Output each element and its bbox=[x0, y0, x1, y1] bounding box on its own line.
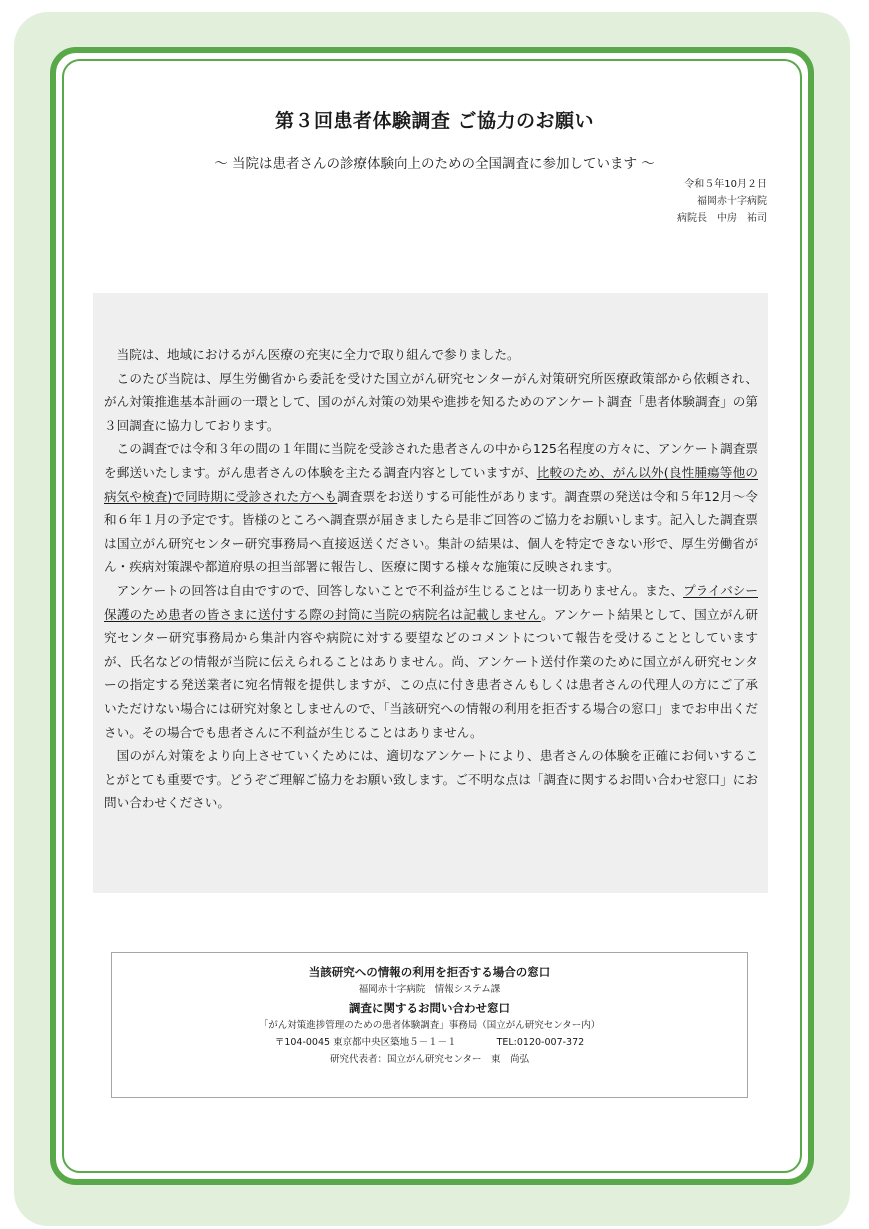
address-line bbox=[112, 1034, 747, 1052]
paragraph-3-underlined: 比較のため、がん以外(良性腫瘍等他の病気や検査)で同時期に受診された方へも bbox=[104, 464, 758, 504]
paragraph-3 bbox=[104, 437, 758, 579]
paragraph-3-part-b: 調査票をお送りする可能性があります。調査票の発送は令和５年12月～令和６年１月の予定です。皆様のところへ調査票が届きましたら是非ご回答のご協力をお願いします。記入した調査票は国立がん研究センター研究事務局へ直接返送ください。集計の結果は、個人を特定できない形で、厚生労働省がん・疾病対策課や都道府県の担当部署に報告し、医療に関する様々な施策に反映されます。 bbox=[104, 488, 758, 575]
refusal-window-heading: 当該研究への情報の利用を拒否する場合の窓口 bbox=[308, 965, 551, 979]
paragraph-3-part-a: この調査では令和３年の間の１年間に当院を受診された患者さんの中から125名程度の方々に、アンケート調査票を郵送いたします。がん患者さんの体験を主たる調査内容としていますが、 bbox=[104, 441, 758, 480]
body-text bbox=[104, 343, 758, 815]
inquiry-window-heading: 調査に関するお問い合わせ窓口 bbox=[349, 1001, 510, 1015]
contact-box bbox=[111, 952, 748, 1098]
postal-address: 〒104-0045 東京都中央区築地５－１－１ bbox=[274, 1037, 457, 1048]
paragraph-4 bbox=[104, 579, 758, 744]
paragraph-4-underlined: プライバシー保護のため患者の皆さまに送付する際の封筒に当院の病院名は記載しません bbox=[104, 582, 758, 622]
paragraph-4-part-b: 。アンケート結果として、国立がん研究センター研究事務局から集計内容や病院に対する要望などのコメントについて報告を受けることとしていますが、氏名などの情報が当院に伝えられることはありません。尚、アンケート送付作業のために国立がん研究センターの指定する発送業者に宛名情報を提供しますが、この点に付き患者さんもしくは患者さんの代理人の方にご了承いただけない場合には研究対象としませんので、「当該研究への情報の利用を拒否する場合の窓口」までお申出ください。その場合でも患者さんに不利益が生じることはありません。 bbox=[104, 606, 758, 740]
research-representative: 研究代表者：国立がん研究センター 東 尚弘 bbox=[329, 1054, 530, 1065]
inquiry-office: 「がん対策進捗管理のための患者体験調査」事務局（国立がん研究センター内） bbox=[258, 1020, 601, 1031]
issue-date: 令和５年10月２日 bbox=[684, 179, 767, 190]
director-name: 病院長 中房 祐司 bbox=[677, 213, 767, 224]
refusal-window-department: 福岡赤十字病院 情報システム課 bbox=[358, 984, 501, 995]
phone-number: TEL:0120-007-372 bbox=[496, 1037, 585, 1048]
paragraph-1: 当院は、地域におけるがん医療の充実に全力で取り組んで参りました。 bbox=[116, 347, 520, 362]
document-subtitle: ～ 当院は患者さんの診療体験向上のための全国調査に参加しています ～ bbox=[214, 156, 655, 172]
paragraph-2: このたび当院は、厚生労働省から委託を受けた国立がん研究センターがん対策研究所医療政策部から依頼され、がん対策推進基本計画の一環として、国のがん対策の効果や進捗を知るためのアンケート調査「患者体験調査」の第３回調査に協力しております。 bbox=[104, 370, 758, 433]
document-title: 第３回患者体験調査 ご協力のお願い bbox=[274, 110, 595, 132]
paragraph-5: 国のがん対策をより向上させていくためには、適切なアンケートにより、患者さんの体験を正確にお伺いすることがとても重要です。どうぞご理解ご協力をお願い致します。ご不明な点は「調査に関するお問い合わせ窓口」にお問い合わせください。 bbox=[104, 748, 758, 811]
paragraph-4-part-a: アンケートの回答は自由ですので、回答しないことで不利益が生じることは一切ありません。また、 bbox=[116, 582, 684, 598]
hospital-name: 福岡赤十字病院 bbox=[697, 196, 767, 207]
sender-block bbox=[677, 176, 767, 227]
